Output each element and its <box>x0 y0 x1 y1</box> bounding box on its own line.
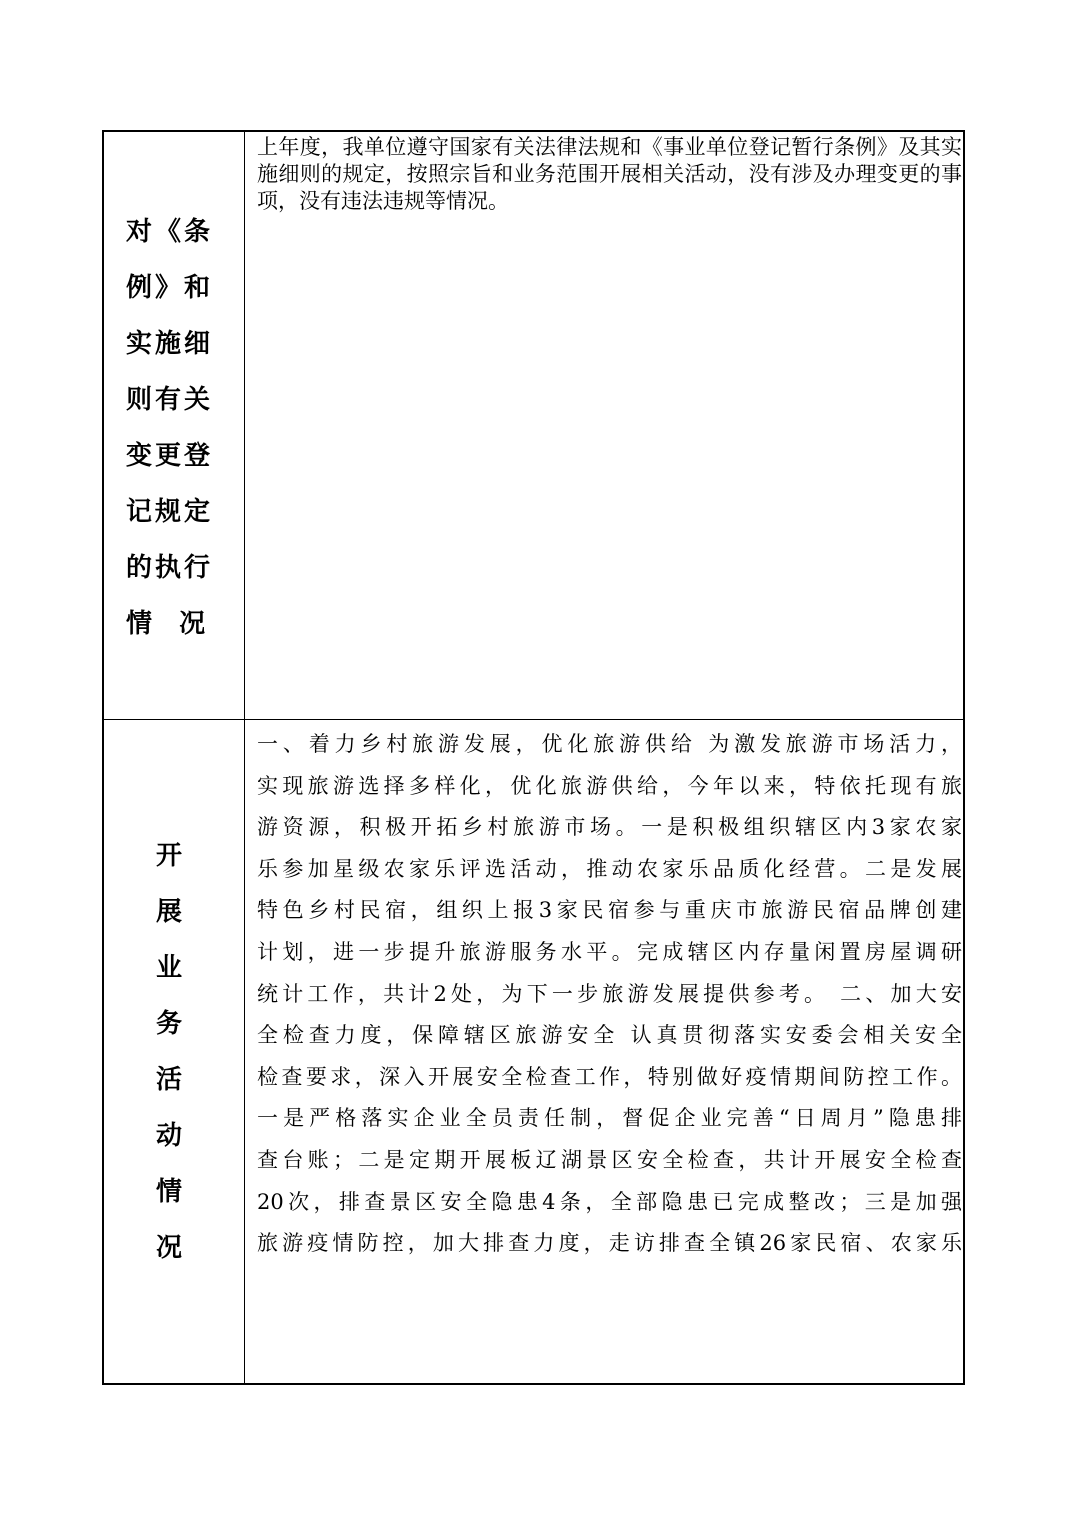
text-line: 查台账；二是定期开展板辽湖景区安全检查，共计开展安全检查 <box>257 1147 962 1172</box>
table-row-regulation-execution <box>104 132 963 720</box>
text-line: 20次，排查景区安全隐患4条，全部隐患已完成整改；三是加强 <box>257 1189 962 1214</box>
text-line: 乐参加星级农家乐评选活动，推动农家乐品质化经营。二是发展 <box>257 856 962 881</box>
text-line: 一是严格落实企业全员责任制，督促企业完善“日周月”隐患排 <box>257 1106 962 1131</box>
row-label-line: 开 <box>156 841 186 871</box>
row-label-line: 例》和 <box>126 273 214 303</box>
text-line: 游资源，积极开拓乡村旅游市场。一是积极组织辖区内3家农家 <box>257 815 962 840</box>
text-line: 计划，进一步提升旅游服务水平。完成辖区内存量闲置房屋调研 <box>257 939 962 964</box>
row-label-line: 展 <box>156 897 186 927</box>
content-cell-regulation-execution <box>245 132 963 719</box>
text-line: 统计工作，共计2处，为下一步旅游发展提供参考。 二、加大安 <box>257 981 962 1006</box>
row-label-line: 动 <box>156 1121 186 1151</box>
row-label-line: 实施细 <box>126 329 214 359</box>
row-label-line: 业 <box>156 953 186 983</box>
row-label-line: 记规定 <box>126 497 214 527</box>
text-line: 一、着力乡村旅游发展，优化旅游供给 为激发旅游市场活力， <box>257 732 962 756</box>
row-label-line: 情 <box>156 1177 186 1207</box>
table-row-business-activities <box>104 720 963 1383</box>
content-cell-business-activities <box>245 720 963 1383</box>
business-activities-text <box>257 724 962 1265</box>
row-label-line: 的执行 <box>126 553 214 583</box>
row-label-line: 对《条 <box>126 217 214 247</box>
row-label-line: 变更登 <box>126 441 214 471</box>
label-cell-business-activities <box>104 720 245 1383</box>
row-label <box>126 204 226 652</box>
label-cell-regulation-execution <box>104 132 245 719</box>
text-line: 检查要求，深入开展安全检查工作，特别做好疫情期间防控工作。 <box>257 1064 962 1089</box>
text-line: 全检查力度，保障辖区旅游安全 认真贯彻落实安委会相关安全 <box>257 1023 962 1048</box>
text-line: 旅游疫情防控，加大排查力度，走访排查全镇26家民宿、农家乐 <box>257 1231 962 1256</box>
row-label-line: 况 <box>156 1233 186 1263</box>
row-label-line: 活 <box>156 1065 186 1095</box>
regulation-execution-text: 上年度，我单位遵守国家有关法律法规和《事业单位登记暂行条例》及其实施细则的规定，按照宗旨和业务范围开展相关活动，没有涉及办理变更的事项，没有违法违规等情况。 <box>257 135 962 213</box>
text-line: 实现旅游选择多样化，优化旅游供给，今年以来，特依托现有旅 <box>257 773 962 798</box>
row-label-line: 则有关 <box>126 385 214 415</box>
row-label <box>156 828 196 1276</box>
registration-form-table <box>102 130 965 1385</box>
row-label-line: 情 况 <box>126 609 209 639</box>
row-label-line: 务 <box>156 1009 186 1039</box>
text-line: 特色乡村民宿，组织上报3家民宿参与重庆市旅游民宿品牌创建 <box>257 898 962 923</box>
